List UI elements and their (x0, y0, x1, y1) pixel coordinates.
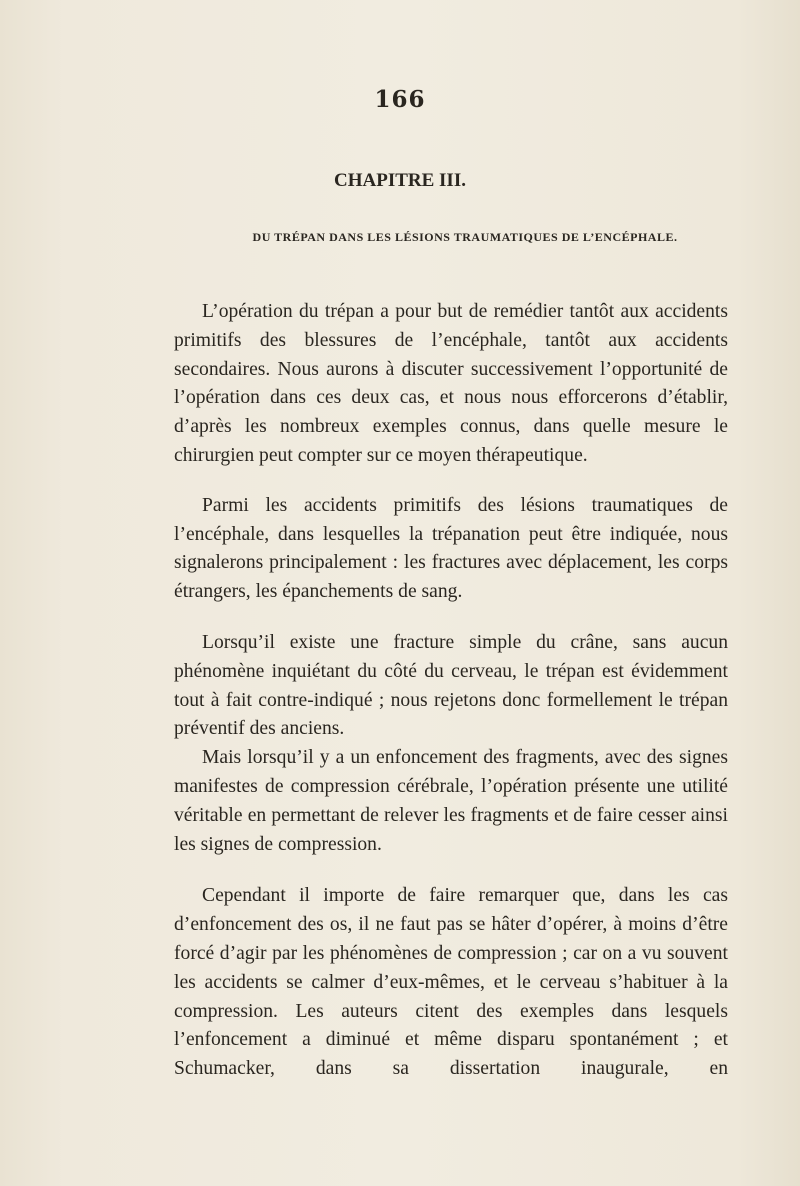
paragraph-3: Lorsqu’il existe une fracture simple du crâne, sans aucun phénomène inquiétant du côté du cerveau, le trépan est évidemment tout à fait contre-indiqué ; nous rejetons donc formellement le trépan préventif des anciens. (174, 631, 728, 740)
paragraph-1: L’opération du trépan a pour but de remédier tantôt aux accidents primitifs des blessures de l’encéphale, tantôt aux accidents secondaires. Nous aurons à discuter successivement l’opportunité de l’opération dans ces deux cas, et nous nous efforcerons d’établir, d’après les nombreux exemples connus, dans quelle mesure le chirurgien peut compter sur ce moyen thérapeutique. (174, 301, 728, 466)
paragraph-2: Parmi les accidents primitifs des lésions traumatiques de l’encéphale, dans lesquelles la trépanation peut être indiquée, nous signalerons principalement : les fractures avec déplacement, les corps étrangers, les épanchements de sang. (174, 494, 728, 603)
body-text (174, 298, 728, 1084)
chapter-title: CHAPITRE III. (334, 170, 466, 191)
paragraph-5: Cependant il importe de faire remarquer que, dans les cas d’enfoncement des os, il ne faut pas se hâter d’opérer, à moins d’être forcé d’agir par les phénomènes de compression ; car on a vu souvent les accidents se calmer d’eux-mêmes, et le cerveau s’habituer à la compression. Les auteurs citent des exemples dans lesquels l’enfoncement a diminué et même disparu spontanément ; et Schumacker, dans sa dissertation inaugurale, en (174, 885, 728, 1080)
page-number: 166 (374, 86, 426, 113)
chapter-subtitle: DU TRÉPAN DANS LES LÉSIONS TRAUMATIQUES DE L’ENCÉPHALE. (252, 230, 678, 244)
paragraph-4: Mais lorsqu’il y a un enfoncement des fragments, avec des signes manifestes de compression cérébrale, l’opération présente une utilité véritable en permettant de relever les fragments et de faire cesser ainsi les signes de compression. (174, 747, 728, 855)
